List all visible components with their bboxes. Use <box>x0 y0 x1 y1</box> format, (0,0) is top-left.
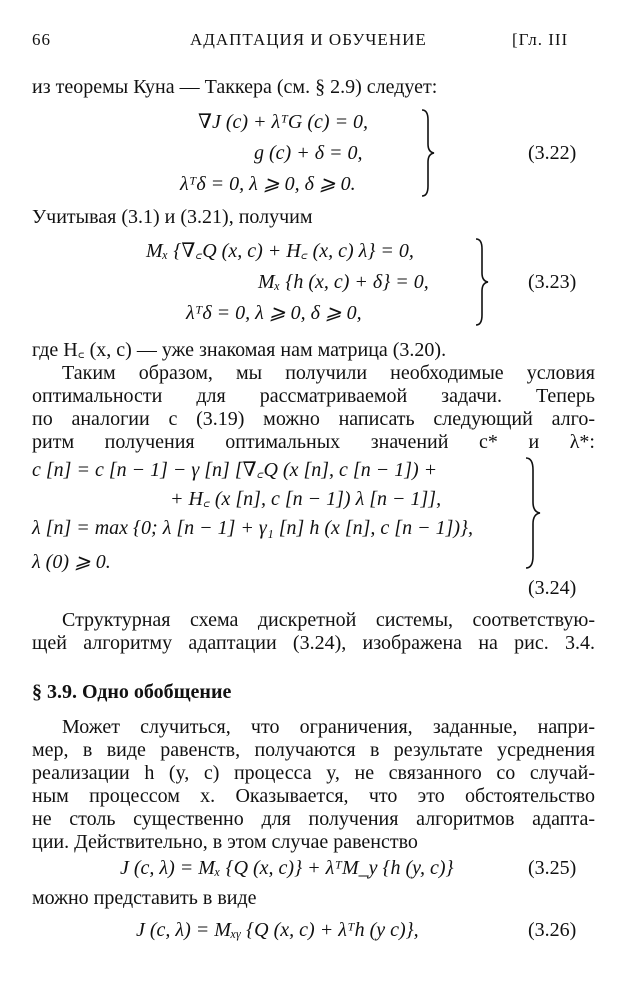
eq-number-3-23: (3.23) <box>528 271 577 293</box>
text-line: можно представить в виде <box>32 887 257 909</box>
eq-3-23-line3: λᵀδ = 0, λ ⩾ 0, δ ⩾ 0, <box>186 302 362 324</box>
text-line: Учитывая (3.1) и (3.21), получим <box>32 206 313 228</box>
text-line: реализации h (y, c) процесса y, не связанного со случай- <box>32 762 595 784</box>
eq-number-3-22: (3.22) <box>528 142 577 164</box>
eq-3-25: J (c, λ) = Mₓ {Q (x, c)} + λᵀM_y {h (y, c)} <box>120 857 454 879</box>
intro-line: из теоремы Куна — Таккера (см. § 2.9) следует: <box>32 76 438 98</box>
text-line: оптимальности для рассматриваемой задачи. Теперь <box>32 385 595 407</box>
chapter-marker: [Гл. III <box>512 30 569 49</box>
eq-3-26: J (c, λ) = Mₓᵧ {Q (x, c) + λᵀh (y c)}, <box>136 919 419 941</box>
eq-3-24-line1: c [n] = c [n − 1] − γ [n] [∇꜀Q (x [n], c [n − 1]) + <box>32 459 438 481</box>
eq-3-24-line3: λ [n] = max {0; λ [n − 1] + γ₁ [n] h (x [n], c [n − 1])}, <box>32 517 474 539</box>
eq-3-22-line1: ∇J (c) + λᵀG (c) = 0, <box>198 111 369 133</box>
running-title: АДАПТАЦИЯ И ОБУЧЕНИЕ <box>190 30 427 49</box>
eq-3-24-line2: + H꜀ (x [n], c [n − 1]) λ [n − 1]], <box>170 488 442 510</box>
text-line: ным процессом x. Оказывается, что это обстоятельство <box>32 785 595 807</box>
eq-number-3-26: (3.26) <box>528 919 577 941</box>
page-number: 66 <box>32 30 51 49</box>
text-line: ритм получения оптимальных значений c* и λ*: <box>32 431 595 453</box>
right-brace-3-23 <box>472 235 492 329</box>
text-line: Структурная схема дискретной системы, соответствую- <box>62 609 595 631</box>
text-line: не столь существенно для получения алгоритмов адапта- <box>32 808 595 830</box>
right-brace-3-22 <box>418 106 438 200</box>
eq-3-24-line4: λ (0) ⩾ 0. <box>32 551 111 573</box>
section-title: § 3.9. Одно обобщение <box>32 681 232 703</box>
eq-3-22-line2: g (c) + δ = 0, <box>254 142 363 164</box>
text-line: по аналогии с (3.19) можно написать следующий алго- <box>32 408 595 430</box>
text-line: щей алгоритму адаптации (3.24), изображена на рис. 3.4. <box>32 632 595 654</box>
right-brace-3-24 <box>522 454 544 572</box>
eq-3-23-line2: Mₓ {h (x, c) + δ} = 0, <box>258 271 429 293</box>
eq-number-3-24: (3.24) <box>528 577 577 599</box>
text-line: ции. Действительно, в этом случае равенство <box>32 831 418 853</box>
eq-number-3-25: (3.25) <box>528 857 577 879</box>
text-line: мер, в виде равенств, получаются в результате усреднения <box>32 739 595 761</box>
eq-3-23-line1: Mₓ {∇꜀Q (x, c) + H꜀ (x, c) λ} = 0, <box>146 240 414 262</box>
eq-3-22-line3: λᵀδ = 0, λ ⩾ 0, δ ⩾ 0. <box>180 173 356 195</box>
text-line: Таким образом, мы получили необходимые условия <box>62 362 595 384</box>
text-line: где H꜀ (x, c) — уже знакомая нам матрица (3.20). <box>32 339 447 361</box>
text-line: Может случиться, что ограничения, заданные, напри- <box>62 716 595 738</box>
